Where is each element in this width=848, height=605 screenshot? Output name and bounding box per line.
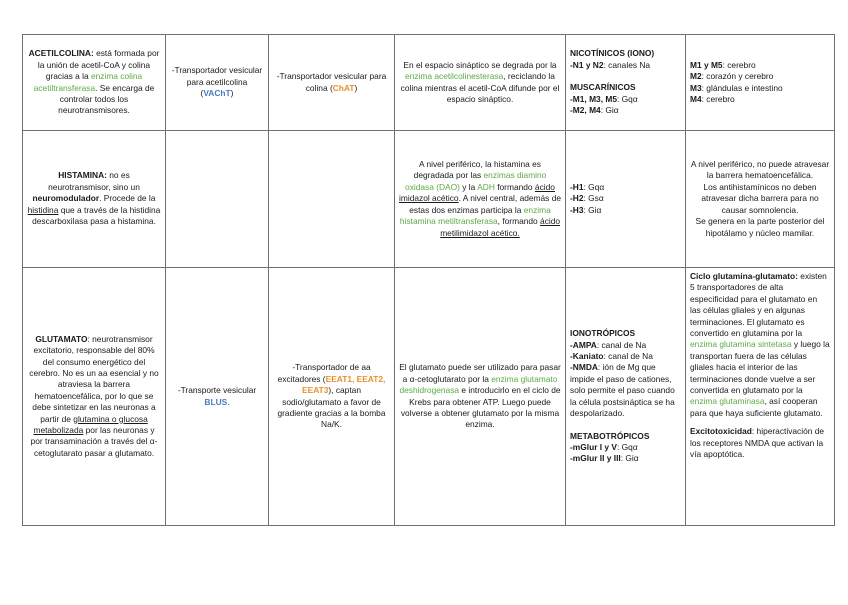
ach-description-cell: ACETILCOLINA: está formada por la unión de acetil-CoA y colina gracias a la enzima colina acetiltransferasa. Se encarga de controlar todos los neurotransmisores. bbox=[23, 35, 166, 131]
histamina-name: HISTAMINA: bbox=[58, 170, 107, 181]
glutamato-receptors-cell: IONOTRÓPICOS -AMPA: canal de Na -Kaniato: canal de Na -NMDA: ión de Mg que impide el paso de cationes, solo permite el paso cuando la célula postsináptica se ha despolarizado. METABOTRÓPICOS -mGlur I y V: Gqα -mGlur II y III: Giα bbox=[566, 268, 686, 526]
histamina-description-cell: HISTAMINA: no es neurotransmisor, sino un neuromodulador. Procede de la histidina que a través de la histidina descarboxilasa pasa a histamina. bbox=[23, 131, 166, 268]
glutamato-deshidrogenasa-enzyme: enzima glutamato deshidrogenasa bbox=[399, 373, 558, 396]
row-glutamato bbox=[23, 268, 835, 526]
blus-abbr: BLUS bbox=[204, 396, 228, 407]
row-acetilcolina bbox=[23, 35, 835, 131]
nicotinic-heading: NICOTÍNICOS (IONO) bbox=[570, 48, 655, 59]
neurotransmitter-table bbox=[22, 34, 835, 526]
histamina-degradation-cell: A nivel periférico, la histamina es degradada por las enzimas diamino oxidasa (DAO) y la ADH formando ácido imidazol acético. A nivel central, además de estas dos enzimas participa la enzima histamina metiltransferasa, formando ácido metilimidazol acético. bbox=[395, 131, 566, 268]
glutamato-description-cell: GLUTAMATO: neurotransmisor excitatorio, responsable del 80% del consumo energético del cerebro. No es un aa esencial y no atraviesa la barrera hematoencefálica, por lo que se debe sintetizar en las neuronas a partir de glutamina o glucosa metabolizada por las neuronas y por transaminación a través del α-cetoglutarato pasar a glutamato. bbox=[23, 268, 166, 526]
glutamina-sintetasa-enzyme: enzima glutamina sintetasa bbox=[690, 339, 792, 350]
glutamato-degradation-cell: El glutamato puede ser utilizado para pasar a α-cetoglutarato por la enzima glutamato deshidrogenasa e introducirlo en el ciclo de Krebs para obtener ATP. Luego puede volverse a obtener glutamato por la misma enzima. bbox=[395, 268, 566, 526]
histamina-notes-cell: A nivel periférico, no puede atravesar la barrera hematoencefálica. Los antihistamínicos no deben atravesar dicha barrera para no causar somnolencia. Se genera en la parte posterior del hipotálamo y núcleo mamilar. bbox=[686, 131, 835, 268]
histamina-receptors-cell: -H1: Gqα -H2: Gsα -H3: Giα bbox=[566, 131, 686, 268]
glutaminasa-enzyme: enzima glutaminasa bbox=[690, 396, 765, 407]
ach-vesicular-transporter-cell: -Transportador vesicular para acetilcolina (VAChT) bbox=[166, 35, 269, 131]
glutamato-aa-transporter-cell: -Transportador de aa excitadores (EEAT1, EEAT2, EEAT3), captan sodio/glutamato a favor de gradiente gracias a la bomba Na/K. bbox=[269, 268, 395, 526]
row-histamina bbox=[23, 131, 835, 268]
glutamato-name: GLUTAMATO bbox=[35, 333, 88, 344]
acetilcolinesterasa-enzyme: enzima acetilcolinesterasa bbox=[405, 71, 504, 82]
adh-enzyme: ADH bbox=[477, 181, 495, 192]
chat-abbr: ChAT bbox=[332, 82, 355, 93]
ach-colina-transporter-cell: -Transportador vesicular para colina (ChAT) bbox=[269, 35, 395, 131]
metiltransferasa-enzyme: enzima histamina metiltransferasa bbox=[399, 204, 551, 227]
vacht-abbr: VAChT bbox=[203, 88, 231, 99]
ach-degradation-cell: En el espacio sináptico se degrada por la enzima acetilcolinesterasa, reciclando la colina mientras el acetil-CoA difunde por el espacio sináptico. bbox=[395, 35, 566, 131]
histamina-vesicular-transporter-cell bbox=[166, 131, 269, 268]
cycle-title: Ciclo glutamina-glutamato: bbox=[690, 271, 798, 281]
glutamato-cycle-cell: Ciclo glutamina-glutamato: existen 5 transportadores de alta especificidad para el glutamato en las células gliales y en algunas terminaciones. El glutamato es convertido en glutamina por la enzima glutamina sintetasa y luego la transportan fuera de las células gliales hacia el interior de las terminaciones donde vuelve a ser convertida en glutamato por la enzima glutaminasa, así cooperan para que haya suficiente glutamato. Excitotoxicidad: hiperactivación de los receptores NMDA que activan la vía apoptótica. bbox=[686, 268, 835, 526]
ionotropic-heading: IONOTRÓPICOS bbox=[570, 328, 636, 339]
muscarinic-heading: MUSCARÍNICOS bbox=[570, 82, 636, 93]
eeat-abbr: EEAT1, EEAT2, EEAT3 bbox=[302, 373, 386, 396]
glutamato-vesicular-transporter-cell: -Transporte vesicular BLUS. bbox=[166, 268, 269, 526]
ach-name: ACETILCOLINA: bbox=[28, 48, 94, 59]
ach-locations-cell: M1 y M5: cerebro M2: corazón y cerebro M3: glándulas e intestino M4: cerebro bbox=[686, 35, 835, 131]
histamina-transporter-cell bbox=[269, 131, 395, 268]
ach-enzyme: enzima colina acetiltransferasa bbox=[33, 71, 143, 93]
dao-enzyme: enzimas diamino oxidasa (DAO) bbox=[405, 170, 547, 192]
ach-receptors-cell: NICOTÍNICOS (IONO) -N1 y N2: canales Na MUSCARÍNICOS -M1, M3, M5: Gqα -M2, M4: Giα bbox=[566, 35, 686, 131]
excitotoxicity-label: Excitotoxicidad bbox=[690, 426, 752, 437]
metabotropic-heading: METABOTRÓPICOS bbox=[570, 430, 650, 441]
